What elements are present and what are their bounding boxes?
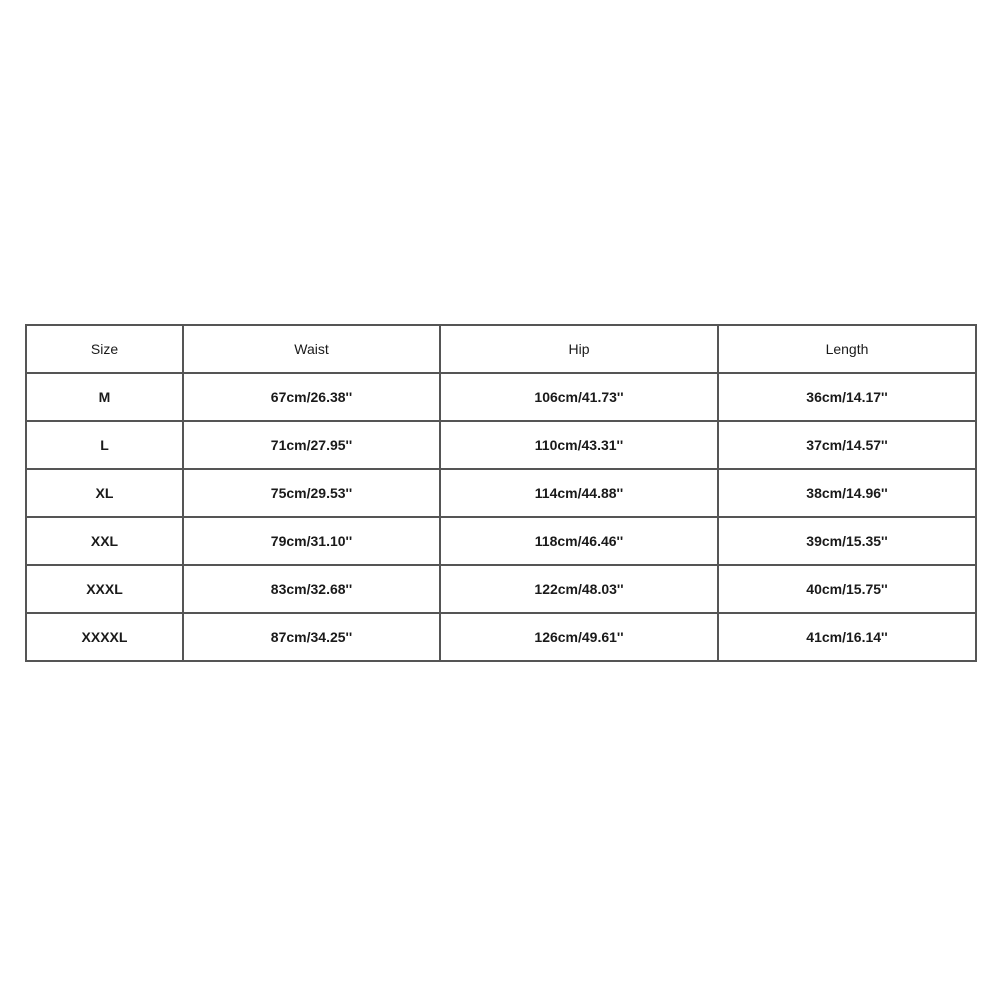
header-waist: Waist: [183, 325, 440, 373]
cell-hip: 126cm/49.61'': [440, 613, 718, 661]
table-row: [26, 565, 976, 613]
cell-length: 40cm/15.75'': [718, 565, 976, 613]
cell-hip: 106cm/41.73'': [440, 373, 718, 421]
cell-hip: 118cm/46.46'': [440, 517, 718, 565]
cell-length: 38cm/14.96'': [718, 469, 976, 517]
cell-size: XL: [26, 469, 183, 517]
cell-length: 37cm/14.57'': [718, 421, 976, 469]
table-row: [26, 517, 976, 565]
table-row: [26, 421, 976, 469]
cell-size: XXXL: [26, 565, 183, 613]
cell-size: XXXXL: [26, 613, 183, 661]
table-row: [26, 613, 976, 661]
cell-length: 36cm/14.17'': [718, 373, 976, 421]
cell-waist: 75cm/29.53'': [183, 469, 440, 517]
header-size: Size: [26, 325, 183, 373]
header-hip: Hip: [440, 325, 718, 373]
cell-waist: 83cm/32.68'': [183, 565, 440, 613]
cell-size: L: [26, 421, 183, 469]
cell-size: M: [26, 373, 183, 421]
cell-length: 41cm/16.14'': [718, 613, 976, 661]
cell-waist: 67cm/26.38'': [183, 373, 440, 421]
cell-hip: 122cm/48.03'': [440, 565, 718, 613]
cell-size: XXL: [26, 517, 183, 565]
cell-length: 39cm/15.35'': [718, 517, 976, 565]
cell-hip: 114cm/44.88'': [440, 469, 718, 517]
cell-hip: 110cm/43.31'': [440, 421, 718, 469]
table-header-row: [26, 325, 976, 373]
table-row: [26, 469, 976, 517]
header-length: Length: [718, 325, 976, 373]
cell-waist: 87cm/34.25'': [183, 613, 440, 661]
size-chart-table: [25, 324, 977, 662]
cell-waist: 71cm/27.95'': [183, 421, 440, 469]
cell-waist: 79cm/31.10'': [183, 517, 440, 565]
table-row: [26, 373, 976, 421]
